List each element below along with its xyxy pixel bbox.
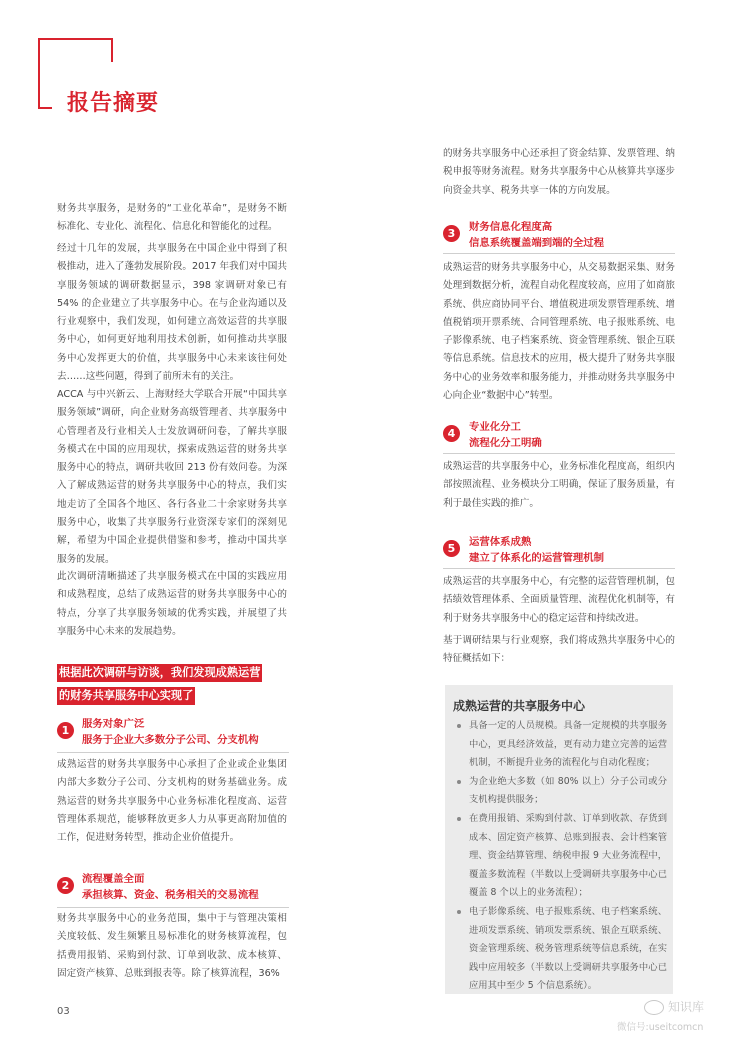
section-4-divider bbox=[443, 453, 675, 454]
section-5-heading-line-1: 运营体系成熟 bbox=[469, 536, 532, 548]
intro-paragraph-4: 此次调研清晰描述了共享服务模式在中国的实践应用和成熟程度，总结了成熟运营的财务共享服务中心的特点，分享了共享服务领域的优秀实践，并展望了共享服务中心未来的发展趋势。 bbox=[57, 571, 287, 637]
findings-highlight bbox=[57, 661, 289, 707]
wechat-icon bbox=[644, 1000, 664, 1015]
watermark-brand-text: 知识库 bbox=[668, 1000, 705, 1014]
watermark-sub: 微信号:useitcomcn bbox=[617, 1022, 704, 1033]
section-4-number: 4 bbox=[443, 425, 460, 442]
section-5-number: 5 bbox=[443, 540, 460, 557]
corner-frame-right-tick bbox=[111, 38, 113, 62]
summary-item-2: 为企业绝大多数（如 80% 以上）分子公司或分支机构提供服务； bbox=[453, 773, 667, 810]
page-number: 03 bbox=[57, 1006, 70, 1017]
section-1-heading-line-1: 服务对象广泛 bbox=[82, 718, 145, 730]
summary-intro: 基于调研结果与行业观察，我们将成熟共享服务中心的特征概括如下： bbox=[443, 635, 675, 665]
section-4-heading bbox=[469, 419, 542, 451]
intro-paragraph-3: ACCA 与中兴新云、上海财经大学联合开展“中国共享服务领域”调研，向企业财务高级管理者、共享服务中心管理者及行业相关人士发放调研问卷，了解共享服务模式在中国的应用现状，探索成熟运营的财务共享服务中心的特点，调研共收回 213 份有效问卷。为深入了解成熟运营的财务共享服务中心的特点，我们实地走访了全国各个地区、各行各业二十余家财务共享服务中心，收集了共享服务行业资深专家们的深刻见解，希望为中国企业提供借鉴和参考，推动中国共享服务的发展。 bbox=[57, 389, 287, 565]
section-3-heading-line-1: 财务信息化程度高 bbox=[469, 221, 553, 233]
summary-box-list bbox=[453, 717, 667, 996]
summary-item-1: 具备一定的人员规模。具备一定规模的共享服务中心，更具经济效益，更有动力建立完善的运营机制，不断提升业务的流程化与自动化程度； bbox=[453, 717, 667, 773]
corner-frame-top bbox=[38, 38, 112, 40]
section-1-divider bbox=[57, 752, 289, 753]
section-2-heading-line-1: 流程覆盖全面 bbox=[82, 873, 145, 885]
section-2-body: 财务共享服务中心的业务范围，集中于与管理决策相关度较低、发生频繁且易标准化的财务核算流程，包括费用报销、采购到付款、订单到收款、成本核算、固定资产核算、总账到报表等。除了核算流程，36% bbox=[57, 913, 287, 979]
section-4-body: 成熟运营的共享服务中心，业务标准化程度高，组织内部按照流程、业务模块分工明确，保证了服务质量，有利于最佳实践的推广。 bbox=[443, 461, 675, 509]
highlight-line-1: 根据此次调研与访谈，我们发现成熟运营 bbox=[57, 664, 262, 682]
section-5-heading bbox=[469, 534, 604, 566]
section-1-heading bbox=[82, 716, 259, 748]
intro-paragraph-2: 经过十几年的发展，共享服务在中国企业中得到了积极推动，进入了蓬勃发展阶段。2017 年我们对中国共享服务领域的调研数据显示，398 家调研对象已有 54% 的企业建立了共享服务中心。在与企业沟通以及行业观察中，我们发现，如何建立高效运营的共享服务中心，如何更好地利用技术创新，如何推动共享服务中心发挥更大的价值，共享服务中心未来该往何处去……这些问题，得到了前所未有的关注。 bbox=[57, 243, 287, 383]
intro-paragraph-1: 财务共享服务，是财务的“工业化革命”，是财务不断标准化、专业化、流程化、信息化和智能化的过程。 bbox=[57, 203, 287, 233]
section-3-body: 成熟运营的财务共享服务中心，从交易数据采集、财务处理到数据分析，流程自动化程度较高，应用了如商旅系统、供应商协同平台、增值税进项发票管理系统、增值税销项开票系统、合同管理系统、电子报账系统、电子影像系统、电子档案系统、资金管理系统、银企互联等信息系统。信息技术的应用，极大提升了财务共享服务中心的业务效率和服务能力，并推动财务共享服务中心向企业“数据中心”转型。 bbox=[443, 262, 675, 402]
section-2-heading-line-2: 承担核算、资金、税务相关的交易流程 bbox=[82, 889, 259, 901]
section-1-body: 成熟运营的财务共享服务中心承担了企业或企业集团内部大多数分子公司、分支机构的财务基础业务。成熟运营的财务共享服务中心业务标准化程度高、运营管理体系规范，能够释放更多人力从事更高附加值的工作，促进财务转型，推动企业价值提升。 bbox=[57, 759, 287, 844]
section-3-heading bbox=[469, 219, 604, 251]
section-2-body-continued: 的财务共享服务中心还承担了资金结算、发票管理、纳税申报等财务流程。财务共享服务中心从核算共享逐步向资金共享、税务共享一体的方向发展。 bbox=[443, 148, 675, 196]
summary-item-3: 在费用报销、采购到付款、订单到收款、存货到成本、固定资产核算、总账到报表、会计档案管理、资金结算管理、纳税申报 9 大业务流程中，覆盖多数流程（半数以上受调研共享服务中心已覆盖 8 个以上的业务流程）； bbox=[453, 810, 667, 903]
section-1-number: 1 bbox=[57, 722, 74, 739]
section-3-number: 3 bbox=[443, 225, 460, 242]
section-5-heading-line-2: 建立了体系化的运营管理机制 bbox=[469, 552, 605, 564]
section-5-divider bbox=[443, 568, 675, 569]
section-3-heading-line-2: 信息系统覆盖端到端的全过程 bbox=[469, 237, 605, 249]
section-4-heading-line-1: 专业化分工 bbox=[469, 421, 521, 433]
section-3-divider bbox=[443, 253, 675, 254]
watermark-brand bbox=[644, 998, 704, 1015]
page-title: 报告摘要 bbox=[67, 91, 160, 116]
section-2-number: 2 bbox=[57, 877, 74, 894]
section-1-heading-line-2: 服务于企业大多数分子公司、分支机构 bbox=[82, 734, 259, 746]
summary-item-4: 电子影像系统、电子报账系统、电子档案系统、进项发票系统、销项发票系统、银企互联系统、资金管理系统、税务管理系统等信息系统，在实践中应用较多（半数以上受调研共享服务中心已应用其中至少 5 个信息系统）。 bbox=[453, 903, 667, 996]
section-4-heading-line-2: 流程化分工明确 bbox=[469, 437, 542, 449]
corner-frame-left bbox=[38, 38, 40, 108]
section-2-divider bbox=[57, 907, 289, 908]
summary-box-title: 成熟运营的共享服务中心 bbox=[453, 699, 586, 713]
highlight-line-2: 的财务共享服务中心实现了 bbox=[57, 687, 195, 705]
section-5-body: 成熟运营的共享服务中心，有完整的运营管理机制，包括绩效管理体系、全面质量管理、流程优化机制等，有利于财务共享服务中心的稳定运营和持续改进。 bbox=[443, 576, 675, 624]
section-2-heading bbox=[82, 871, 259, 903]
summary-box bbox=[445, 685, 673, 994]
corner-frame-bottom-tick bbox=[38, 107, 52, 109]
